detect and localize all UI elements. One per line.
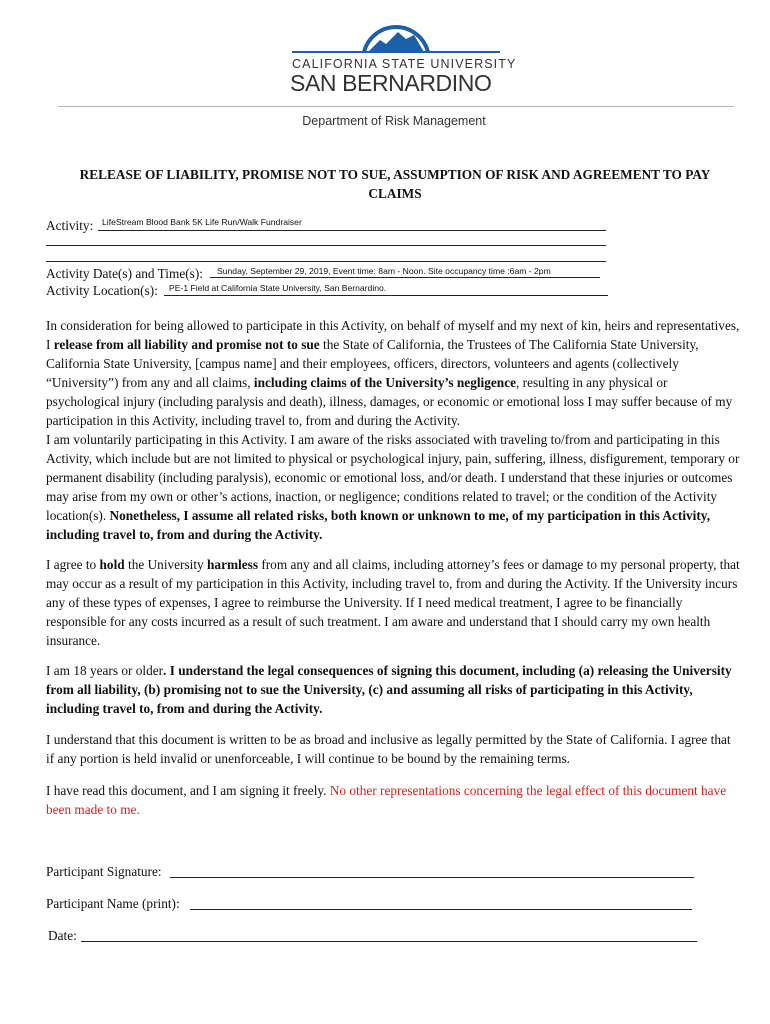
- paragraph-acknowledgement: [46, 781, 742, 819]
- risk-text-1: I am voluntarily participating in this Activity. I am aware of the risks associated with traveling to/from and participating in this Activity, which include but are not limited to physical or psychological injury, pain, suffering, illness, disfigurement, temporary or permanent disability (including paralysis), economic or emotional loss, and/or death. I understand that these injuries or outcomes may arise from my own or other’s actions, inaction, or negligence; conditions related to travel; or the condition of the Activity location(s).: [46, 432, 740, 523]
- harmless-text-2: hold: [99, 557, 125, 572]
- header-divider: [58, 106, 734, 107]
- date-signed-label: Date:: [48, 928, 77, 943]
- harmless-text-3: the University: [124, 557, 208, 572]
- csusb-logo: [288, 24, 517, 100]
- university-name-line2: SAN BERNARDINO: [290, 70, 492, 96]
- date-signed-field[interactable]: [81, 941, 697, 942]
- risk-text-2: Nonetheless, I assume all related risks, both known or unknown to me, of my participation in this Activity, including travel to, from and during the Activity.: [46, 508, 711, 542]
- document-title: RELEASE OF LIABILITY, PROMISE NOT TO SUE, ASSUMPTION OF RISK AND AGREEMENT TO PAY CLAIMS: [79, 167, 711, 201]
- department-name: Department of Risk Management: [302, 114, 486, 128]
- name-label: Participant Name (print):: [46, 896, 180, 911]
- signature-label: Participant Signature:: [46, 864, 162, 879]
- harmless-text-1: I agree to: [46, 557, 100, 572]
- signature-field[interactable]: [170, 877, 694, 878]
- release-text-3: the State of California, the Trustees of The California State University, California State University, [campus name] and their employees, officers, directors, volunteers and agents (collectively “University”) from any and all claims,: [46, 337, 699, 390]
- paragraph-age-consequences: [46, 661, 742, 718]
- release-text-2: release from all liability and promise not to sue: [53, 337, 320, 352]
- harmless-text-5: from any and all claims, including attorney’s fees or damage to my personal property, that may occur as a result of my participation in this Activity, including travel to, from and during the Activity. If the University incurs any of these types of expenses, I agree to reimburse the University. If I need medical treatment, I agree to be financially responsible for any costs incurred as a result of such treatment. I am aware and understand that I should carry my own health insurance.: [46, 557, 740, 648]
- date-label: Activity Date(s) and Time(s):: [46, 266, 203, 281]
- activity-label: Activity:: [46, 218, 94, 233]
- activity-value: LifeStream Blood Bank 5K Life Run/Walk Fundraiser: [102, 217, 302, 227]
- paragraph-severability: I understand that this document is written to be as broad and inclusive as legally permitted by the State of California. I agree that if any portion is held invalid or unenforceable, I will continue to be bound by the remaining terms.: [46, 732, 731, 766]
- activity-field[interactable]: [98, 230, 606, 231]
- location-value: PE-1 Field at California State University, San Bernardino.: [169, 283, 387, 293]
- ack-text-1: I have read this document, and I am signing it freely.: [46, 783, 330, 798]
- activity-extra-line-1[interactable]: [46, 245, 606, 246]
- release-text-1: In consideration for being allowed to participate in this Activity, on behalf of myself and my next of kin, heirs and representatives, I: [46, 318, 740, 352]
- date-field[interactable]: [210, 277, 600, 278]
- release-text-5: , resulting in any physical or psychological injury (including paralysis and death), illness, damages, or economic or emotional loss I may suffer because of my participation in this Activity, including travel to, from and during the Activity.: [46, 375, 733, 428]
- harmless-text-4: harmless: [207, 557, 258, 572]
- mountain-logo-icon: [288, 24, 504, 58]
- release-text-4: including claims of the University’s negligence: [253, 375, 516, 390]
- age-text-2: . I understand the legal consequences of signing this document, including (a) releasing the University from all liability, (b) promising not to sue the University, (c) and assuming all risks of participating in this Activity, including travel to, from and during the Activity.: [46, 663, 732, 716]
- university-name-line1: CALIFORNIA STATE UNIVERSITY: [292, 57, 517, 71]
- age-text-1: I am 18 years or older: [46, 663, 164, 678]
- location-field[interactable]: [164, 295, 608, 296]
- date-value: Sunday, September 29, 2019, Event time: 8am - Noon. Site occupancy time :6am - 2pm: [217, 266, 551, 276]
- location-label: Activity Location(s):: [46, 283, 158, 298]
- name-field[interactable]: [190, 909, 692, 910]
- ack-text-2: No other representations concerning the legal effect of this document have been made to me.: [46, 783, 727, 817]
- paragraph-assumption-of-risk: [46, 430, 742, 544]
- activity-extra-line-2[interactable]: [46, 261, 606, 262]
- paragraph-release: [46, 316, 742, 430]
- paragraph-hold-harmless: [46, 555, 742, 650]
